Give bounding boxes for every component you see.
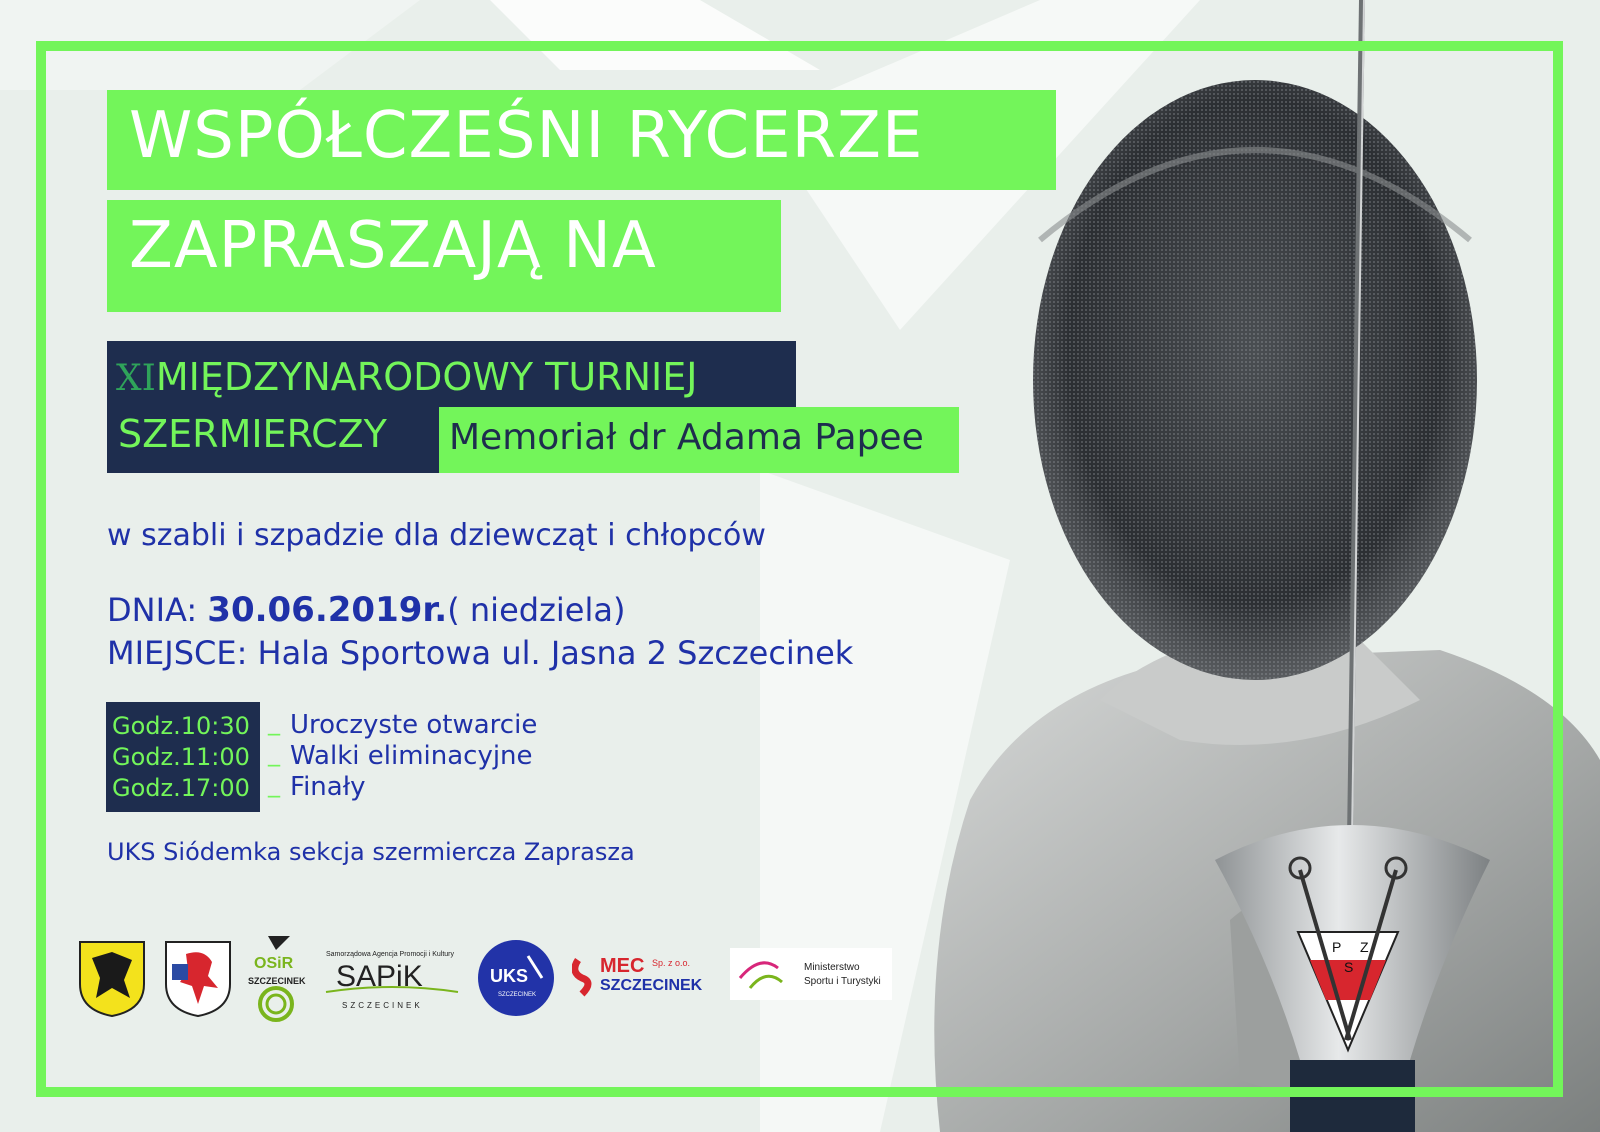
- memorial-text: Memoriał dr Adama Papee: [449, 417, 924, 458]
- sapik-top-text: Samorządowa Agencja Promocji i Kultury: [326, 951, 455, 958]
- ministry-line-1: Ministerstwo: [804, 962, 860, 973]
- schedule-time-2: Godz.11:00: [112, 743, 250, 771]
- schedule-time-1: Godz.10:30: [112, 712, 250, 740]
- date-label: DNIA:: [107, 591, 198, 629]
- sapik-label: SAPiK: [336, 960, 423, 993]
- osir-city: SZCZECINEK: [248, 976, 306, 986]
- subtitle: w szabli i szpadzie dla dziewcząt i chłopców: [107, 518, 766, 553]
- tournament-title-line-2: SZERMIERCZY: [118, 412, 387, 456]
- tournament-edition: XI: [116, 358, 156, 399]
- uks-city: SZCZECINEK: [498, 992, 537, 998]
- uks-logo: [476, 938, 556, 1018]
- osir-logo: [246, 932, 306, 1022]
- pzs-letter-s: S: [1344, 959, 1354, 975]
- schedule-dash-3: _: [268, 770, 280, 798]
- mec-suffix: Sp. z o.o.: [652, 958, 691, 968]
- headline-line-1: WSPÓŁCZEŚNI RYCERZE: [107, 90, 1056, 190]
- coat-of-arms-city-logo: [164, 940, 232, 1018]
- tournament-title-text: MIĘDZYNARODOWY TURNIEJ: [155, 355, 698, 399]
- date-line: [107, 590, 625, 630]
- mec-label: MEC: [600, 955, 645, 977]
- schedule-activity-3: Finały: [290, 772, 366, 802]
- coat-of-arms-powiat-logo: [78, 940, 146, 1018]
- invitation-text: UKS Siódemka sekcja szermiercza Zaprasza: [107, 838, 635, 866]
- uks-label: UKS: [490, 966, 529, 986]
- mec-logo: [572, 952, 722, 1002]
- place-value: Hala Sportowa ul. Jasna 2 Szczecinek: [257, 634, 854, 672]
- schedule-dash-1: _: [268, 708, 280, 736]
- sapik-logo: [322, 944, 462, 1014]
- headline-line-2: ZAPRASZAJĄ NA: [107, 200, 781, 312]
- place-label: MIEJSCE:: [107, 634, 248, 672]
- sapik-city: SZCZECINEK: [342, 1001, 423, 1010]
- osir-label: OSiR: [254, 955, 294, 972]
- schedule-dash-2: _: [268, 739, 280, 767]
- date-weekday: ( niedziela): [447, 591, 626, 629]
- mec-city: SZCZECINEK: [600, 977, 703, 994]
- pzs-letter-p: P: [1332, 939, 1342, 955]
- schedule-activity-1: Uroczyste otwarcie: [290, 710, 538, 740]
- tournament-title-line-1: [116, 355, 697, 399]
- ministry-logo: [730, 948, 892, 1000]
- date-value: 30.06.2019r.: [207, 590, 448, 630]
- pzs-letter-z: Z: [1360, 939, 1369, 955]
- place-line: [107, 634, 853, 672]
- ministry-line-2: Sportu i Turystyki: [804, 976, 881, 987]
- schedule-time-3: Godz.17:00: [112, 774, 250, 802]
- schedule-activity-2: Walki eliminacyjne: [290, 741, 533, 771]
